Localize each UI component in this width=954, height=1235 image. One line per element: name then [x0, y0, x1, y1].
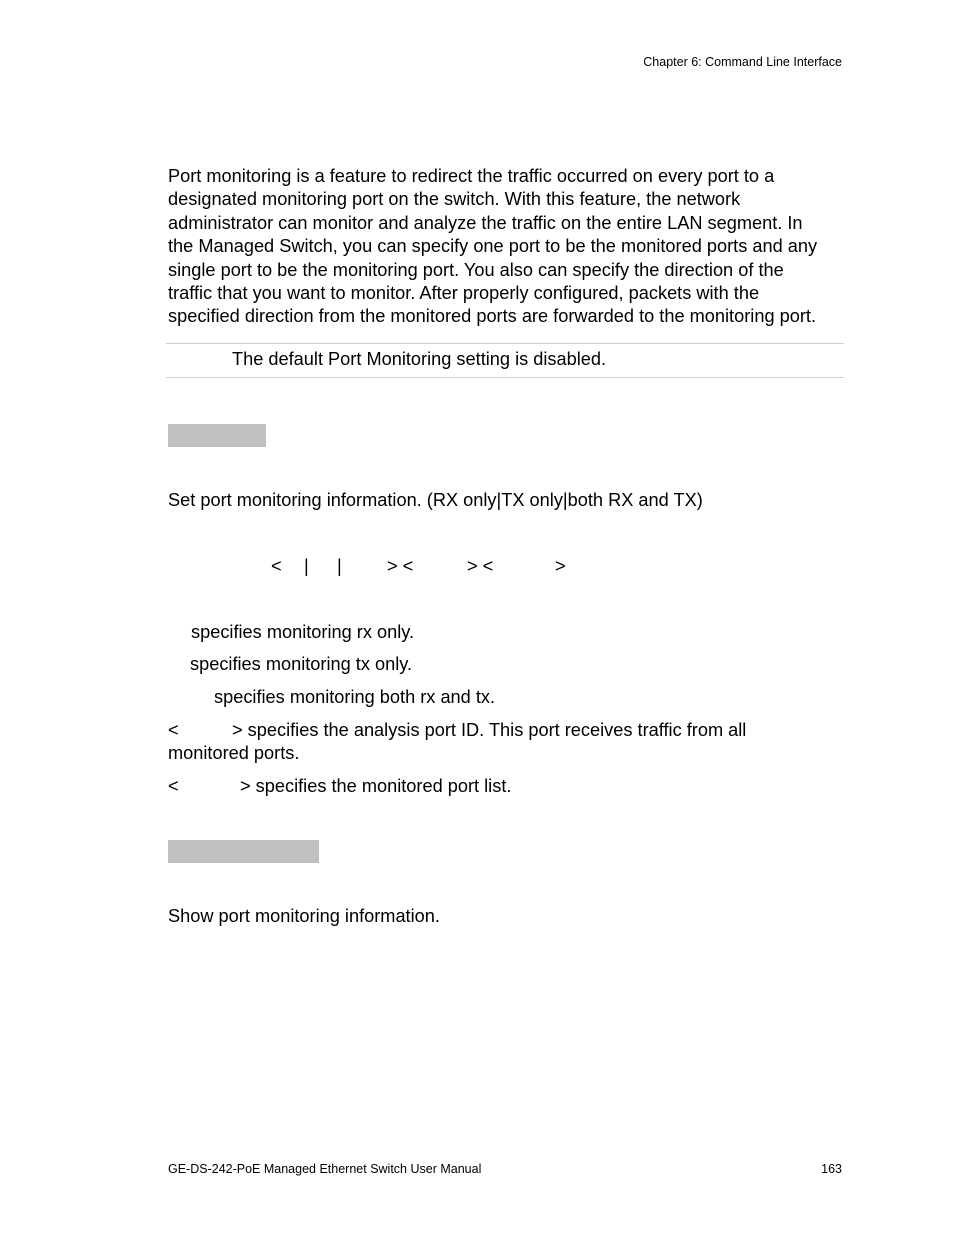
intro-line: Port monitoring is a feature to redirect the traffic occurred on every port to a	[168, 166, 775, 186]
syntax-fragment: > <	[387, 556, 414, 576]
note-text: The default Port Monitoring setting is disabled.	[232, 349, 607, 369]
command-heading-bar	[168, 424, 266, 447]
intro-line: single port to be the monitoring port. You also can specify the direction of the	[168, 259, 784, 280]
monitored-port-description: > specifies the monitored port list.	[240, 776, 512, 796]
show-command-heading-bar	[168, 840, 319, 863]
footer-manual-title: GE-DS-242-PoE Managed Ethernet Switch User Manual	[168, 1162, 482, 1176]
monitored-port-bracket: <	[168, 776, 179, 796]
syntax-fragment: > <	[467, 556, 494, 576]
footer-page-number: 163	[821, 1162, 842, 1176]
param-both-description: specifies monitoring both rx and tx.	[214, 687, 496, 707]
intro-line: designated monitoring port on the switch. With this feature, the network	[168, 189, 741, 210]
analysis-port-description-cont: monitored ports.	[168, 743, 300, 763]
param-rx-description: specifies monitoring rx only.	[191, 622, 415, 642]
syntax-fragment: |	[304, 556, 309, 576]
param-tx-description: specifies monitoring tx only.	[190, 654, 413, 674]
chapter-header: Chapter 6: Command Line Interface	[643, 55, 842, 69]
command-description: Set port monitoring information. (RX only|TX only|both RX and TX)	[168, 490, 703, 510]
intro-line: traffic that you want to monitor. After properly configured, packets with the	[168, 283, 760, 304]
note-box	[166, 343, 844, 378]
analysis-port-bracket: <	[168, 720, 179, 740]
intro-line: administrator can monitor and analyze the traffic on the entire LAN segment. In	[168, 212, 803, 233]
analysis-port-description: > specifies the analysis port ID. This port receives traffic from all	[232, 720, 747, 740]
syntax-fragment: <	[271, 556, 282, 576]
intro-paragraph	[168, 165, 858, 329]
syntax-fragment: >	[555, 556, 566, 576]
show-command-description: Show port monitoring information.	[168, 906, 440, 926]
syntax-fragment: |	[337, 556, 342, 576]
intro-line: the Managed Switch, you can specify one port to be the monitored ports and any	[168, 236, 818, 257]
intro-line: specified direction from the monitored ports are forwarded to the monitoring port.	[168, 306, 817, 327]
